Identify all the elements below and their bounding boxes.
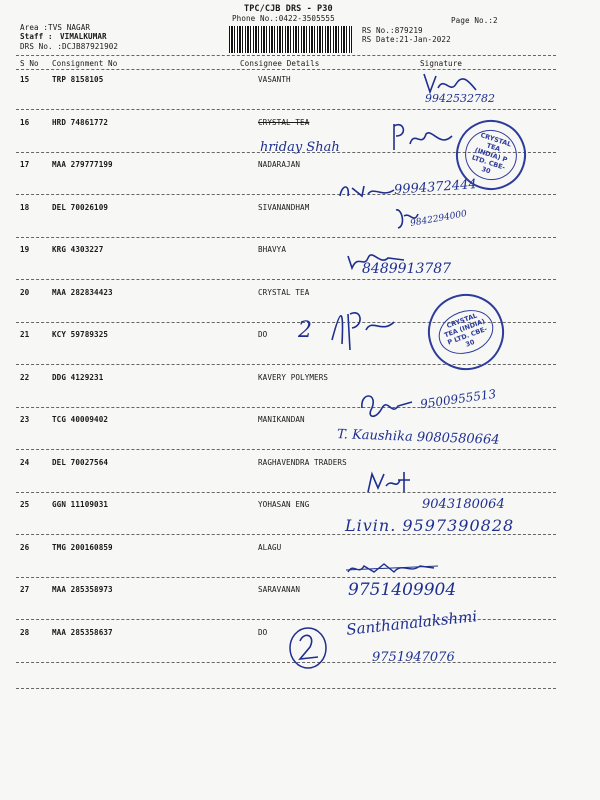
row-consignee-name: DO [258,627,268,637]
row-serial-number: 24 [20,457,30,467]
handwritten-name: Santhanalakshmi [345,607,478,639]
row-serial-number: 16 [20,117,30,127]
page-number: Page No.:2 [451,16,498,25]
handwritten-mark: 2 [298,318,312,343]
row-consignment-number: TRP 8158105 [52,75,104,84]
row-consignee-name: VASANTH [258,75,291,84]
row-serial-number: 28 [20,627,30,637]
signature-scribble [356,388,418,422]
signature-scribble [336,180,398,202]
rs-number: RS No.:879219 [362,26,423,35]
row-consignment-number: HRD 74861772 [52,117,109,127]
row-consignment-number: DEL 70027564 [52,457,109,467]
row-consignee-name: BHAVYA [258,245,287,254]
handwritten-phone: 9751947076 [372,650,455,665]
row-divider [16,492,556,493]
row-consignment-number: MAA 285358637 [52,627,113,637]
row-consignment-number: KCY 59789325 [52,330,109,339]
signature-scribble [420,70,480,96]
row-consignment-number: MAA 285358973 [52,585,113,594]
handwritten-phone: 9842294000 [409,209,468,229]
row-serial-number: 18 [20,202,30,212]
row-divider [16,449,556,450]
row-serial-number: 25 [20,500,30,509]
handwritten-name: hriday Shah [260,140,340,155]
row-consignee-name: SIVANANDHAM [258,202,310,212]
row-serial-number: 21 [20,330,30,339]
row-consignee-name: RAGHAVENDRA TRADERS [258,457,347,467]
row-divider [16,109,556,110]
area-label: Area :TVS NAGAR [20,23,91,32]
col-header-consignment: Consignment No [52,59,118,68]
row-consignee-name: CRYSTAL TEA [258,117,310,127]
row-consignee-name: SARAVANAN [258,585,301,594]
signature-scribble [286,625,332,671]
stamp-text: CRYSTAL TEA (INDIA) P LTD. CBE-30 [433,303,500,362]
row-consignment-number: TCG 40009402 [52,415,109,424]
row-serial-number: 26 [20,542,30,552]
signature-scribble [364,468,416,496]
row-serial-number: 15 [20,75,30,84]
row-consignee-name: CRYSTAL TEA [258,287,310,297]
row-serial-number: 22 [20,372,30,382]
staff-label: Staff : [20,32,53,41]
rs-date: RS Date:21-Jan-2022 [362,35,451,44]
row-serial-number: 23 [20,415,30,424]
handwritten-phone: 8489913787 [362,261,452,277]
row-serial-number: 20 [20,287,30,297]
row-consignment-number: DEL 70026109 [52,202,109,212]
phone-number: Phone No.:0422-3505555 [232,14,335,23]
row-divider [16,577,556,578]
row-consignee-name: NADARAJAN [258,160,301,169]
row-consignment-number: DDG 4129231 [52,372,104,382]
handwritten-phone: 9500955513 [419,386,497,412]
signature-scribble [388,118,458,154]
staff-name: VIMALKUMAR [60,32,107,41]
signature-scribble [344,558,440,578]
stamp-text: CRYSTAL TEA (INDIA) P LTD. CBE-30 [459,123,524,187]
col-header-sno: S No [20,59,39,68]
handwritten-name-phone: T. Kaushika 9080580664 [336,427,500,448]
barcode [229,26,352,53]
row-consignment-number: MAA 279777199 [52,160,113,169]
handwritten-phone: 9994372444 [393,177,478,198]
handwritten-phone: 9751409904 [348,580,457,600]
row-serial-number: 27 [20,585,30,594]
divider [16,688,556,689]
handwritten-phone: 9043180064 [422,497,505,512]
row-consignee-name: ALAGU [258,542,282,552]
signature-scribble [392,206,422,232]
col-header-signature: Signature [420,59,463,68]
divider [16,55,556,56]
row-consignee-name: YOHASAN ENG [258,500,310,509]
row-consignment-number: GGN 11109031 [52,500,109,509]
row-consignee-name: KAVERY POLYMERS [258,372,329,382]
row-consignee-name: MANIKANDAN [258,415,305,424]
handwritten-name-phone: Livin. 9597390828 [345,516,515,535]
handwritten-phone: 9942532782 [425,92,495,105]
row-consignment-number: KRG 4303227 [52,245,104,254]
drs-number: DRS No. :DCJB87921902 [20,42,119,51]
row-serial-number: 19 [20,245,30,254]
row-consignment-number: TMG 200160859 [52,542,113,552]
col-header-consignee: Consignee Details [240,59,320,68]
signature-scribble [330,300,400,354]
signature-scribble [344,250,410,272]
row-consignee-name: DO [258,330,268,339]
row-divider [16,279,556,280]
row-divider [16,407,556,408]
report-title: TPC/CJB DRS - P30 [244,4,333,14]
row-consignment-number: MAA 282834423 [52,287,113,297]
row-divider [16,194,556,195]
company-stamp [417,283,514,380]
row-serial-number: 17 [20,160,30,169]
row-divider [16,237,556,238]
